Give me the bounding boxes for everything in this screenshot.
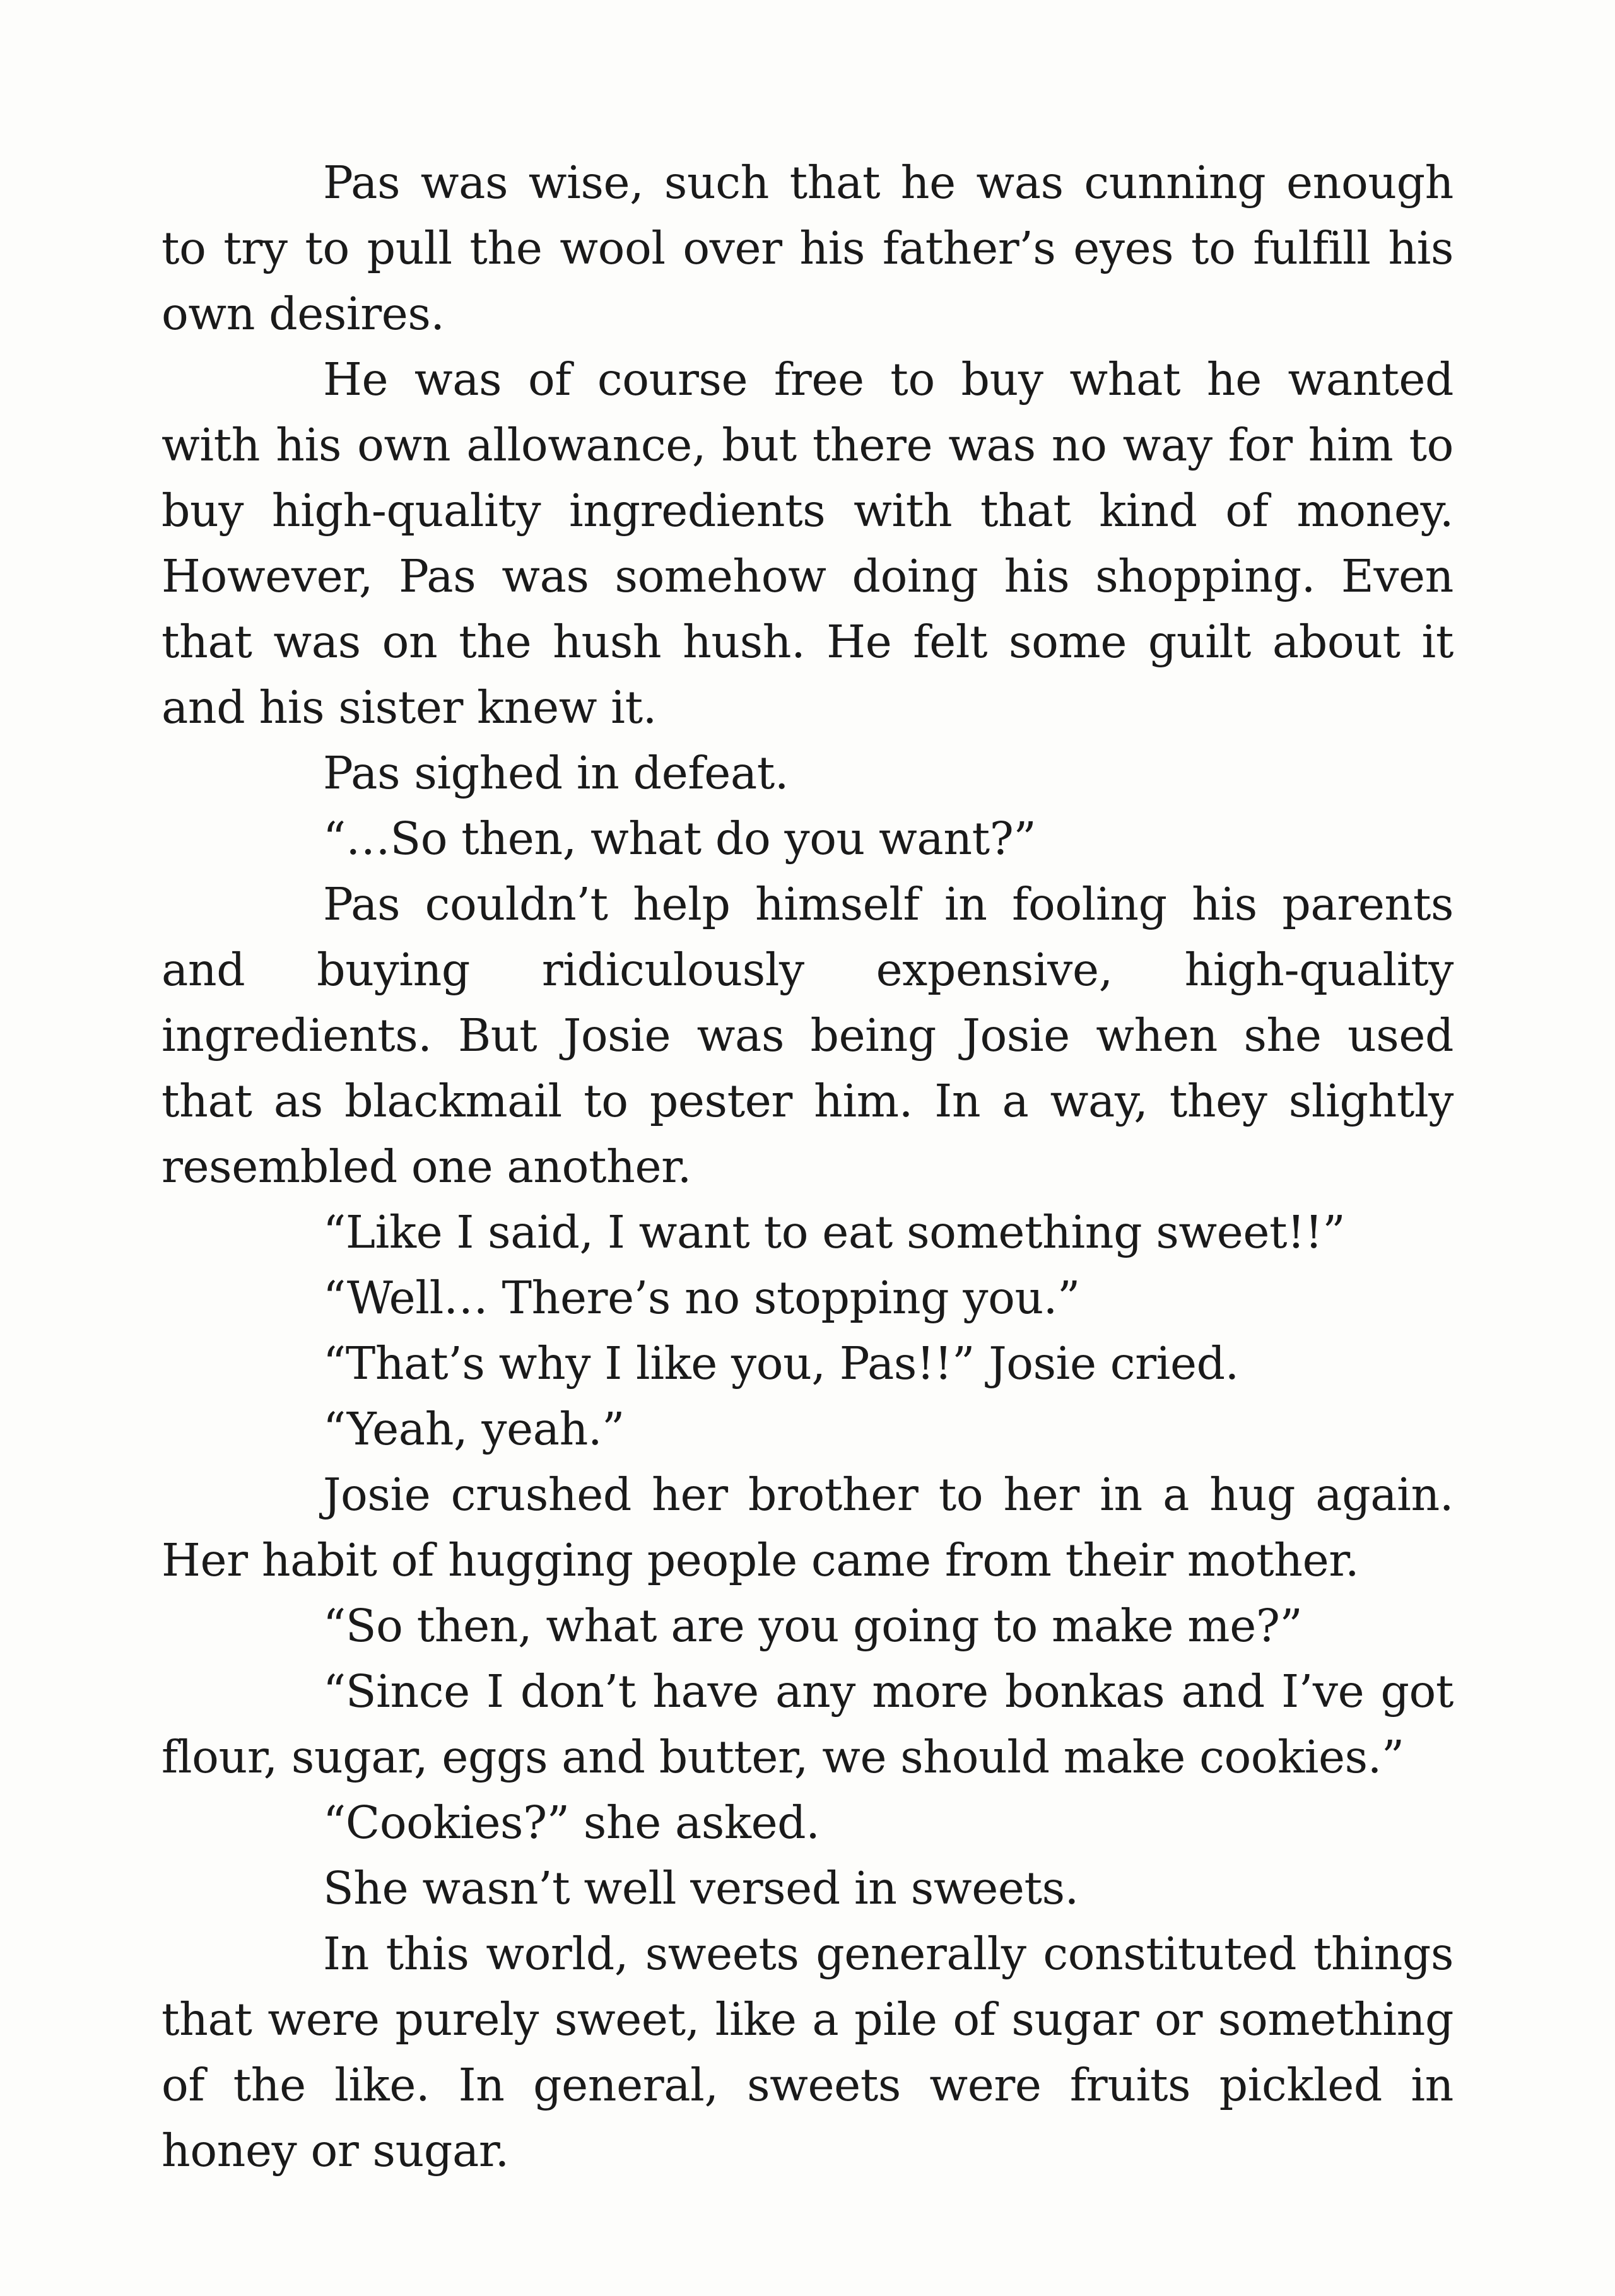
paragraph: “…So then, what do you want?”	[323, 812, 1037, 865]
paragraph: She wasn’t well versed in sweets.	[323, 1862, 1079, 1914]
paragraph: “Well… There’s no stopping you.”	[323, 1272, 1080, 1324]
paragraph: In this world, sweets generally constituted things that were purely sweet, like a pile of sugar or something of the like. In general, sweets were fruits pickled in honey or sugar.	[162, 1928, 1454, 2177]
paragraph: “Yeah, yeah.”	[323, 1403, 625, 1455]
paragraph: “So then, what are you going to make me?”	[323, 1600, 1303, 1652]
paragraph: Josie crushed her brother to her in a hug again. Her habit of hugging people came from their mother.	[162, 1468, 1454, 1586]
paragraph: Pas couldn’t help himself in fooling his parents and buying ridiculously expensive, high-quality ingredients. But Josie was being Josie when she used that as blackmail to pester him. In a way, they slightly resembled one another.	[162, 878, 1454, 1193]
paragraph: “Like I said, I want to eat something sweet!!”	[323, 1206, 1346, 1258]
paragraph: Pas was wise, such that he was cunning enough to try to pull the wool over his father’s eyes to fulfill his own desires.	[162, 156, 1454, 340]
paragraph: He was of course free to buy what he wanted with his own allowance, but there was no way for him to buy high-quality ingredients with that kind of money. However, Pas was somehow doing his shopping. Even that was on the hush hush. He felt some guilt about it and his sister knew it.	[162, 353, 1454, 734]
paragraph: “That’s why I like you, Pas!!” Josie cried.	[323, 1337, 1239, 1390]
paragraph: “Cookies?” she asked.	[323, 1796, 820, 1849]
paragraph: Pas sighed in defeat.	[323, 747, 789, 799]
paragraph: “Since I don’t have any more bonkas and I’ve got flour, sugar, eggs and butter, we should make cookies.”	[162, 1665, 1454, 1783]
book-page	[162, 150, 1454, 2184]
